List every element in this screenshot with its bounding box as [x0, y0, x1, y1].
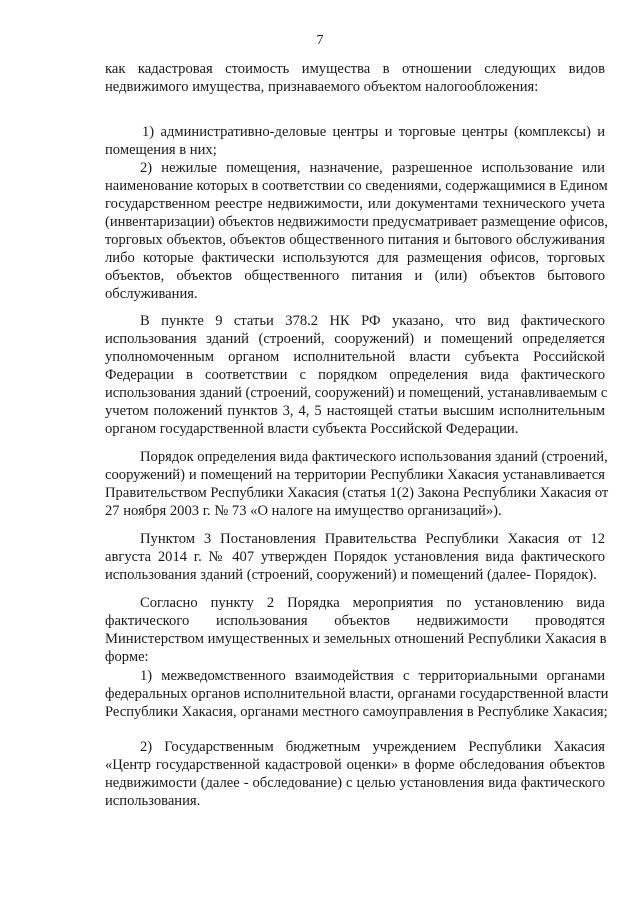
text-line: недвижимого имущества, признаваемого объектом налогообложения:	[105, 79, 539, 95]
text-line: либо которые фактически используются для размещения офисов, торговых	[105, 250, 605, 266]
text-line: Порядок определения вида фактического использования зданий (строений,	[140, 449, 608, 465]
text-line: наименование которых в соответствии со сведениями, содержащимися в Едином	[105, 178, 608, 194]
text-line: Согласно пункту 2 Порядка мероприятия по установлению вида	[140, 595, 605, 611]
text-line: использования зданий (строений, сооружений) и помещений (далее- Порядок).	[105, 567, 597, 583]
text-line: использования зданий (строений, сооружений) и помещений определяется	[105, 331, 605, 347]
text-line: фактического использования объектов недвижимости проводятся	[105, 613, 605, 629]
text-line: Пунктом 3 Постановления Правительства Республики Хакасия от 12	[140, 531, 605, 547]
text-line: (инвентаризации) объектов недвижимости предусматривает размещение офисов,	[105, 214, 608, 230]
text-line: использования зданий (строений, сооружений) и помещений, устанавливаемым с	[105, 385, 608, 401]
text-line: помещения в них;	[105, 142, 217, 158]
text-line: В пункте 9 статьи 378.2 НК РФ указано, что вид фактического	[140, 313, 605, 329]
page-number: 7	[316, 33, 324, 48]
text-line: 2) Государственным бюджетным учреждением Республики Хакасия	[140, 739, 605, 755]
text-line: обслуживания.	[105, 286, 198, 302]
text-line: федеральных органов исполнительной власти, органами государственной власти	[105, 686, 609, 702]
text-line: августа 2014 г. № 407 утвержден Порядок установления вида фактического	[105, 549, 605, 565]
text-line: Правительством Республики Хакасия (статья 1(2) Закона Республики Хакасия от	[105, 485, 609, 501]
text-line: Республики Хакасия, органами местного самоуправления в Республике Хакасия;	[105, 704, 608, 720]
text-line: объектов, объектов общественного питания и (или) объектов бытового	[105, 268, 605, 284]
text-line: торговых объектов, объектов общественного питания и бытового обслуживания	[105, 232, 605, 248]
text-line: как кадастровая стоимость имущества в отношении следующих видов	[105, 61, 605, 77]
text-line: 1) межведомственного взаимодействия с территориальными органами	[140, 668, 605, 684]
text-line: форме:	[105, 649, 149, 665]
text-line: органом государственной власти субъекта Российской Федерации.	[105, 421, 519, 437]
text-line: Федерации в соответствии с порядком определения вида фактического	[105, 367, 605, 383]
text-line: учетом положений пунктов 3, 4, 5 настоящей статьи высшим исполнительным	[105, 403, 605, 419]
text-line: «Центр государственной кадастровой оценки» в форме обследования объектов	[105, 757, 605, 773]
text-line: уполномоченным органом исполнительной власти субъекта Российской	[105, 349, 605, 365]
text-line: 1) административно-деловые центры и торговые центры (комплексы) и	[142, 124, 605, 140]
text-line: 27 ноября 2003 г. № 73 «О налоге на имущество организаций»).	[105, 503, 502, 519]
text-line: сооружений) и помещений на территории Республики Хакасия устанавливается	[105, 467, 605, 483]
text-line: Министерством имущественных и земельных отношений Республики Хакасия в	[105, 631, 607, 647]
text-line: 2) нежилые помещения, назначение, разрешенное использование или	[140, 160, 605, 176]
text-line: недвижимости (далее - обследование) с целью установления вида фактического	[105, 775, 605, 791]
text-line: государственном реестре недвижимости, или документами технического учета	[105, 196, 605, 212]
text-line: использования.	[105, 793, 201, 809]
